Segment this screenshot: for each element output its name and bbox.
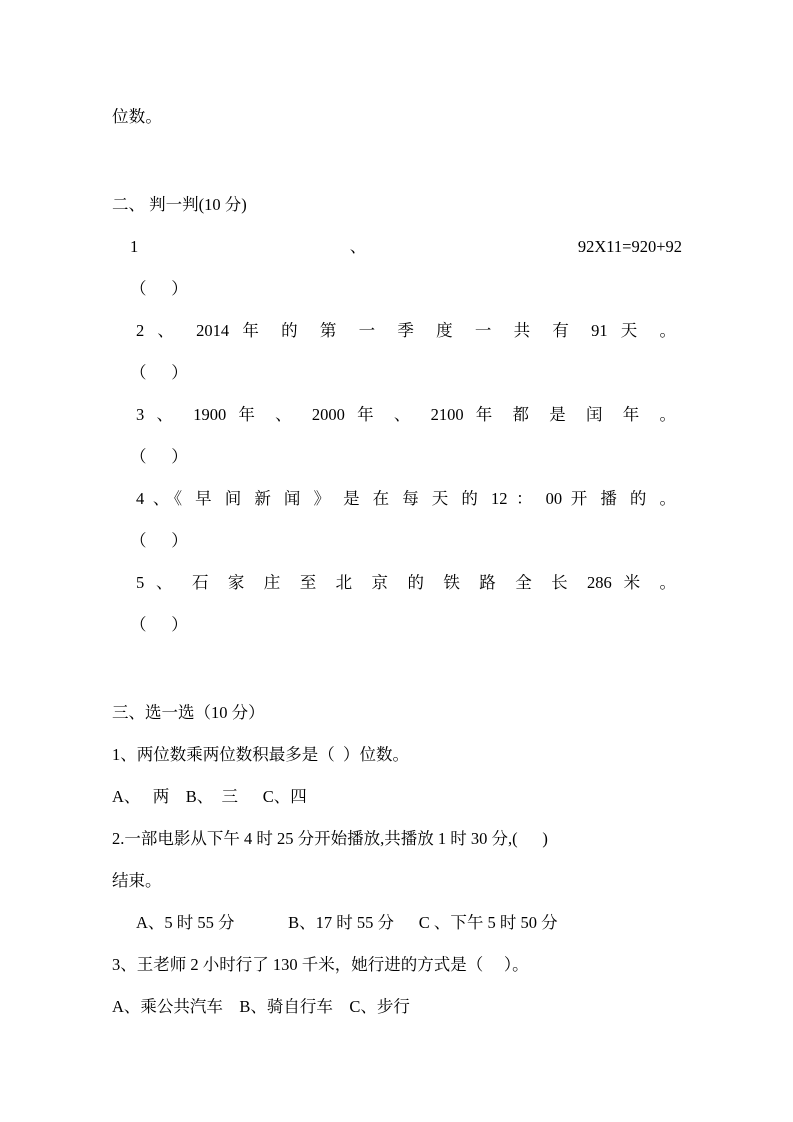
judge-item-4-answer-blank[interactable]: （ ） — [130, 531, 188, 550]
section-three-heading: 三、选一选（10 分） — [112, 703, 265, 722]
judge-item-2-answer-blank[interactable]: （ ） — [130, 363, 188, 382]
continued-text-fragment: 位数。 — [112, 107, 163, 126]
judge-item-2-text: 2 、 2014 年 的 第 一 季 度 一 共 有 91 天 。 — [136, 321, 676, 340]
judge-item-5-answer-blank[interactable]: （ ） — [130, 615, 188, 634]
choice-question-3-options[interactable]: A、乘公共汽车 B、骑自行车 C、步行 — [112, 997, 410, 1016]
choice-question-2-options[interactable]: A、5 时 55 分 B、17 时 55 分 C 、下午 5 时 50 分 — [136, 913, 558, 932]
choice-question-2-stem: 2.一部电影从下午 4 时 25 分开始播放,共播放 1 时 30 分,( ) — [112, 829, 548, 848]
spacer-1a — [138, 226, 350, 268]
judge-item-5-text: 5 、 石 家 庄 至 北 京 的 铁 路 全 长 286 米 。 — [136, 573, 676, 592]
judge-item-4-text: 4 、《 早 间 新 闻 》 是 在 每 天 的 12 ： 00 开 播 的 。 — [136, 489, 676, 508]
choice-question-3-stem: 3、王老师 2 小时行了 130 千米，她行进的方式是（ ）。 — [112, 955, 529, 974]
judge-item-1-number: 1 — [130, 237, 139, 256]
document-body — [112, 96, 682, 1028]
choice-question-1-options[interactable]: A、 两 B、 三 C、四 — [112, 787, 307, 806]
section-gap — [112, 138, 682, 184]
judge-item-3-text: 3 、 1900 年 、 2000 年 、 2100 年 都 是 闰 年 。 — [136, 405, 676, 424]
section-two-heading: 二、 判一判(10 分) — [112, 195, 247, 214]
choice-question-1-stem: 1、两位数乘两位数积最多是（ ）位数。 — [112, 745, 409, 764]
choice-question-2-stem-cont: 结束。 — [112, 871, 162, 890]
judge-item-3-answer-blank[interactable]: （ ） — [130, 447, 188, 466]
spacer-1b — [366, 226, 578, 268]
judge-item-1 — [112, 226, 682, 268]
section-gap-2 — [112, 646, 682, 692]
judge-item-1-formula: 92X11=920+92 — [577, 237, 683, 256]
judge-item-1-separator: 、 — [349, 237, 367, 256]
judge-item-1-answer-blank[interactable]: （ ） — [130, 279, 188, 298]
